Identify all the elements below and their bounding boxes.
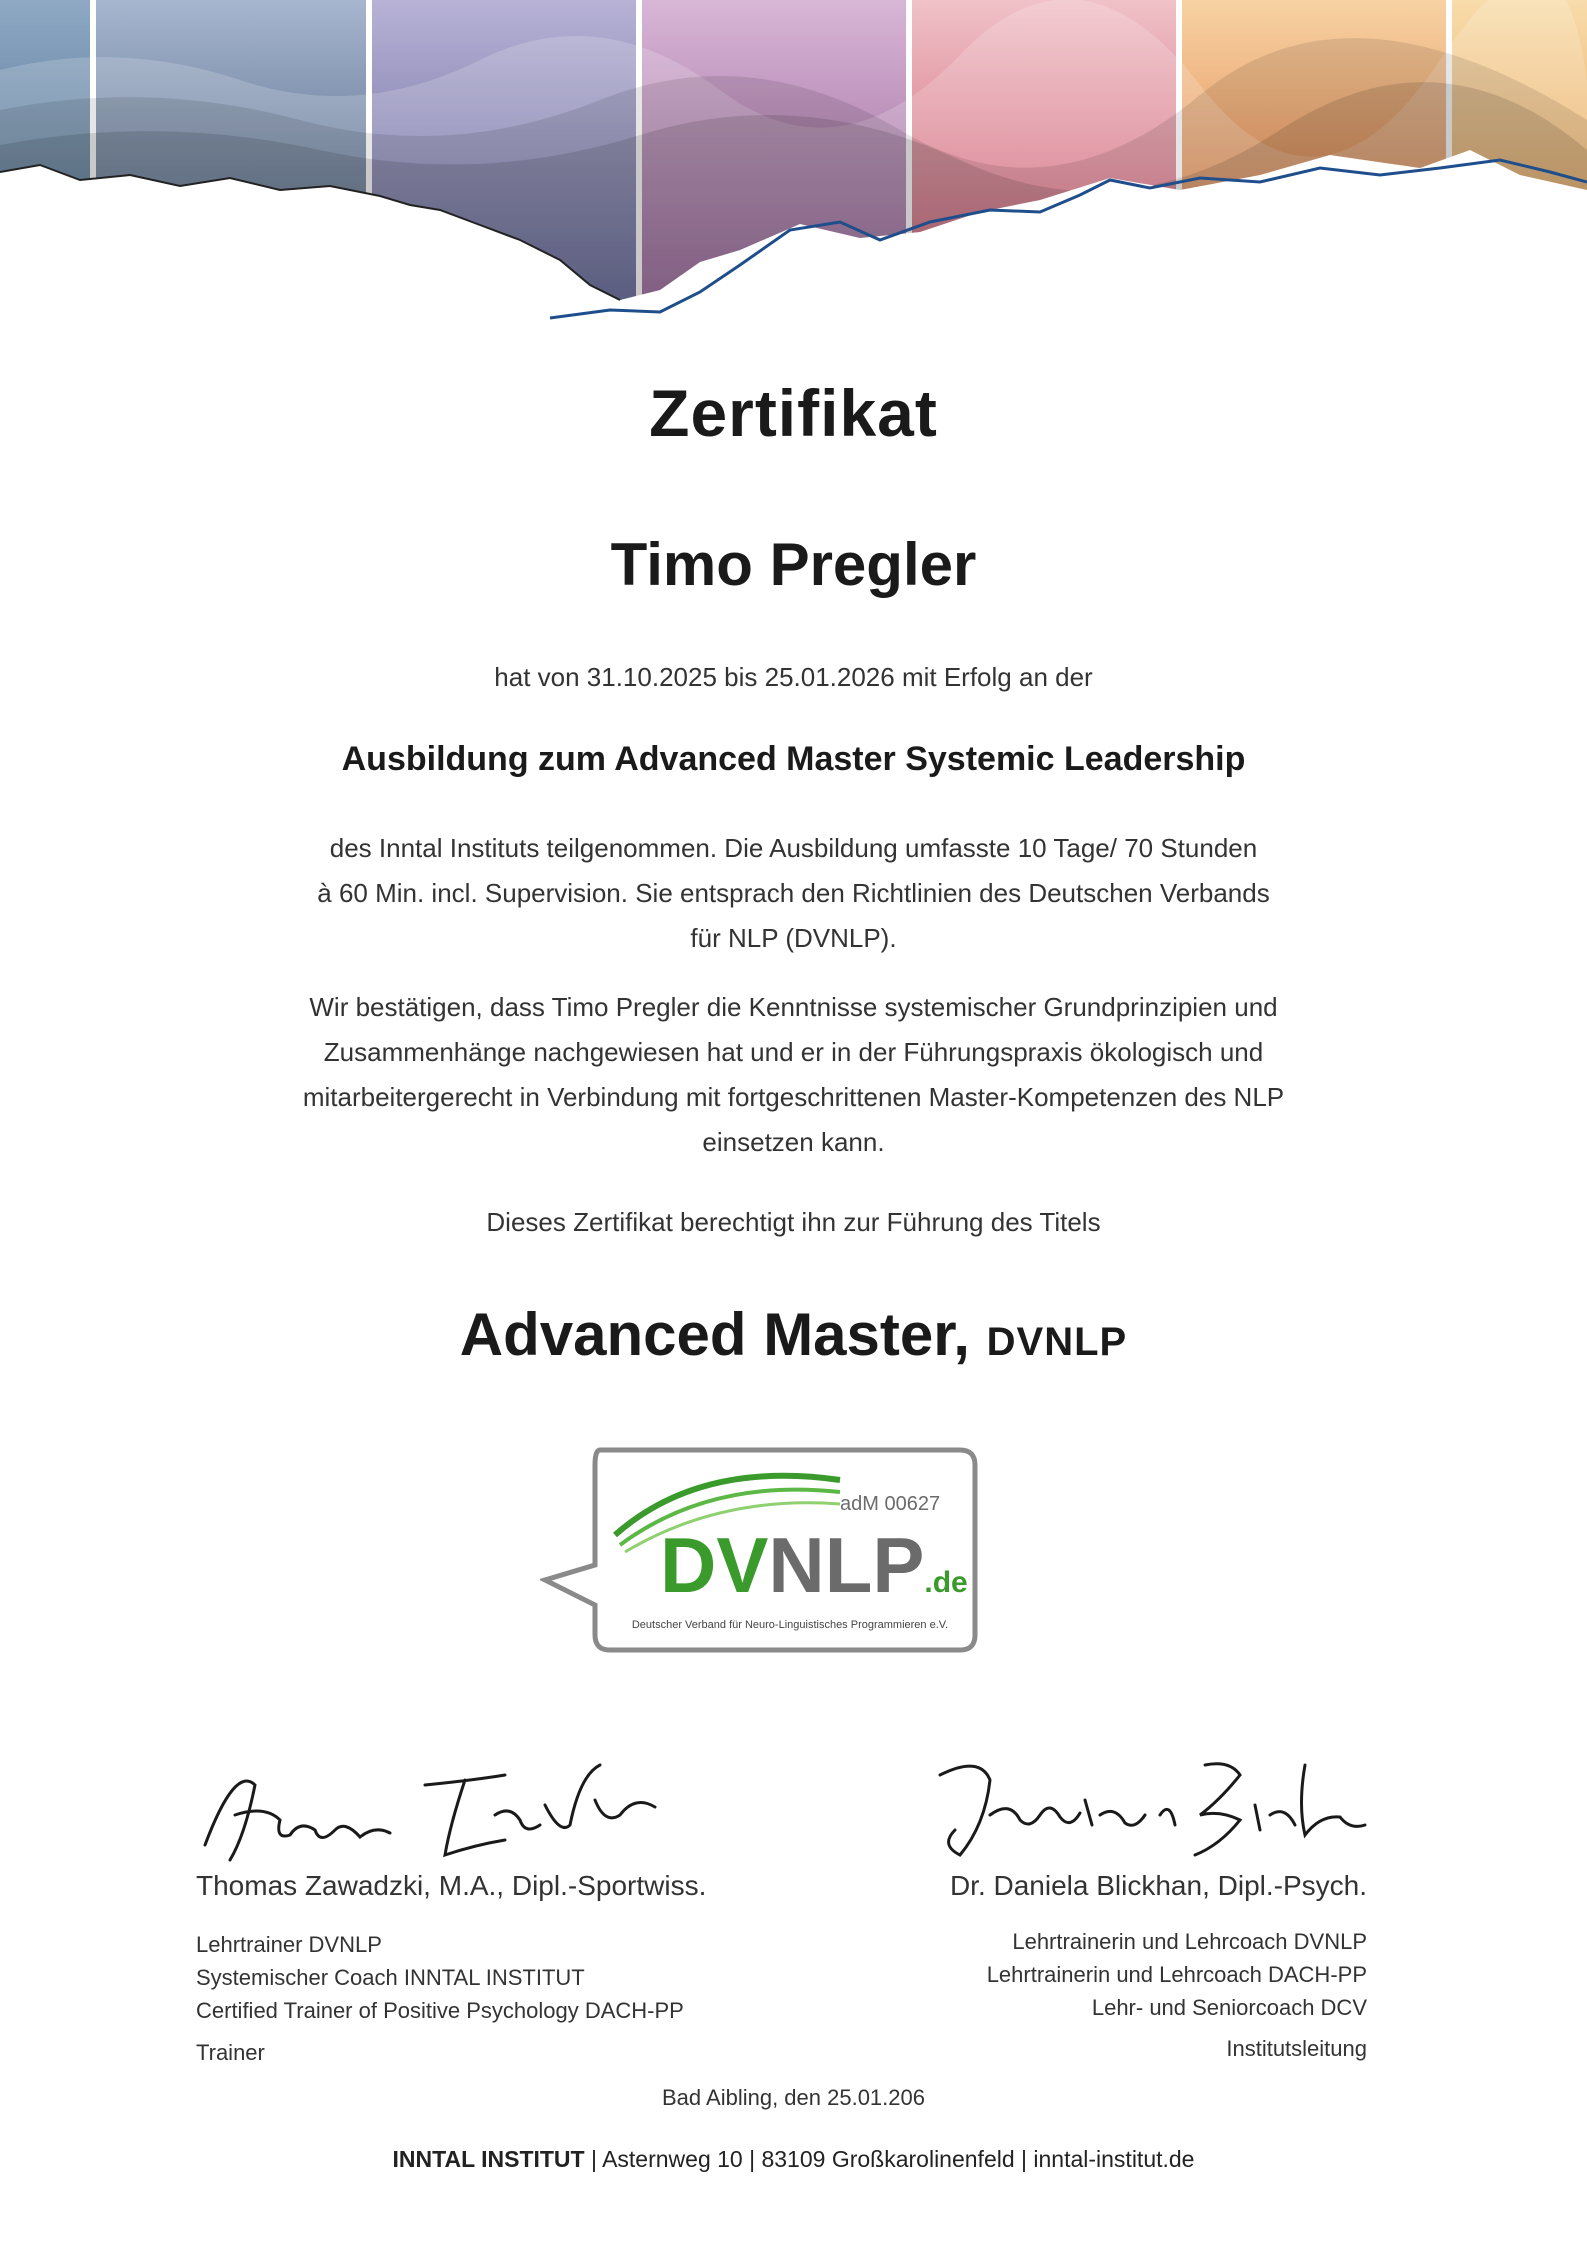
signer-left-roles [196,1928,684,2027]
signer-right-roles [987,1925,1367,2024]
degree-title [0,1300,1587,1369]
paragraph-line: einsetzen kann. [702,1127,885,1157]
role-line: Systemischer Coach INNTAL INSTITUT [196,1965,585,1990]
signer-right-name: Dr. Daniela Blickhan, Dipl.-Psych. [949,1870,1367,1901]
paragraph-line: für NLP (DVNLP). [690,923,897,953]
dvnlp-logo [540,1440,980,1660]
footer-institute: INNTAL INSTITUT [392,2146,585,2172]
paragraph-confirmation [0,985,1587,1165]
paragraph-line: des Inntal Instituts teilgenommen. Die Ausbildung umfasste 10 Tage/ 70 Stunden [329,833,1258,863]
paragraph-training [0,826,1587,961]
logo-suffix: .de [924,1566,968,1599]
footer [0,2146,1587,2173]
paragraph-entitlement: Dieses Zertifikat berechtigt ihn zur Führung des Titels [486,1207,1101,1237]
signature-daniela-blickhan [920,1745,1370,1865]
logo-dv: DV [660,1521,769,1609]
recipient-name: Timo Pregler [610,531,977,598]
degree-org: DVNLP [986,1320,1128,1364]
logo-nlp: NLP [768,1521,925,1609]
signer-right-function: Institutsleitung [1226,2036,1367,2061]
signer-left-name: Thomas Zawadzki, M.A., Dipl.-Sportwiss. [196,1870,707,1901]
footer-address: | Asternweg 10 | 83109 Großkarolinenfeld | inntal-institut.de [584,2146,1195,2172]
role-line: Lehrtrainerin und Lehrcoach DACH-PP [986,1962,1367,1987]
mountain-banner [0,0,1587,340]
place-date: Bad Aibling, den 25.01.206 [661,2085,925,2110]
signature-thomas-zawadzki [175,1745,675,1875]
role-line: Lehrtrainerin und Lehrcoach DVNLP [1012,1929,1367,1954]
role-line: Lehrtrainer DVNLP [196,1932,382,1957]
role-line: Lehr- und Seniorcoach DCV [1091,1995,1367,2020]
degree-name: Advanced Master, [459,1301,970,1368]
role-line: Certified Trainer of Positive Psychology DACH-PP [196,1998,684,2023]
paragraph-line: Zusammenhänge nachgewiesen hat und er in der Führungspraxis ökologisch und [323,1037,1264,1067]
paragraph-line: Wir bestätigen, dass Timo Pregler die Kenntnisse systemischer Grundprinzipien und [309,992,1278,1022]
paragraph-line: mitarbeitergerecht in Verbindung mit fortgeschrittenen Master-Kompetenzen des NLP [302,1082,1285,1112]
logo-tagline: Deutscher Verband für Neuro-Linguistisches Programmieren e.V. [631,1619,949,1631]
logo-number: adM 00627 [840,1493,941,1515]
intro-text: hat von 31.10.2025 bis 25.01.2026 mit Erfolg an der [494,662,1093,692]
paragraph-line: à 60 Min. incl. Supervision. Sie entsprach den Richtlinien des Deutschen Verbands [317,878,1270,908]
svg-text:DVNLP.de [660,1521,968,1609]
course-title: Ausbildung zum Advanced Master Systemic Leadership [341,740,1246,778]
certificate-title: Zertifikat [649,376,938,450]
signer-left-function: Trainer [196,2040,265,2065]
